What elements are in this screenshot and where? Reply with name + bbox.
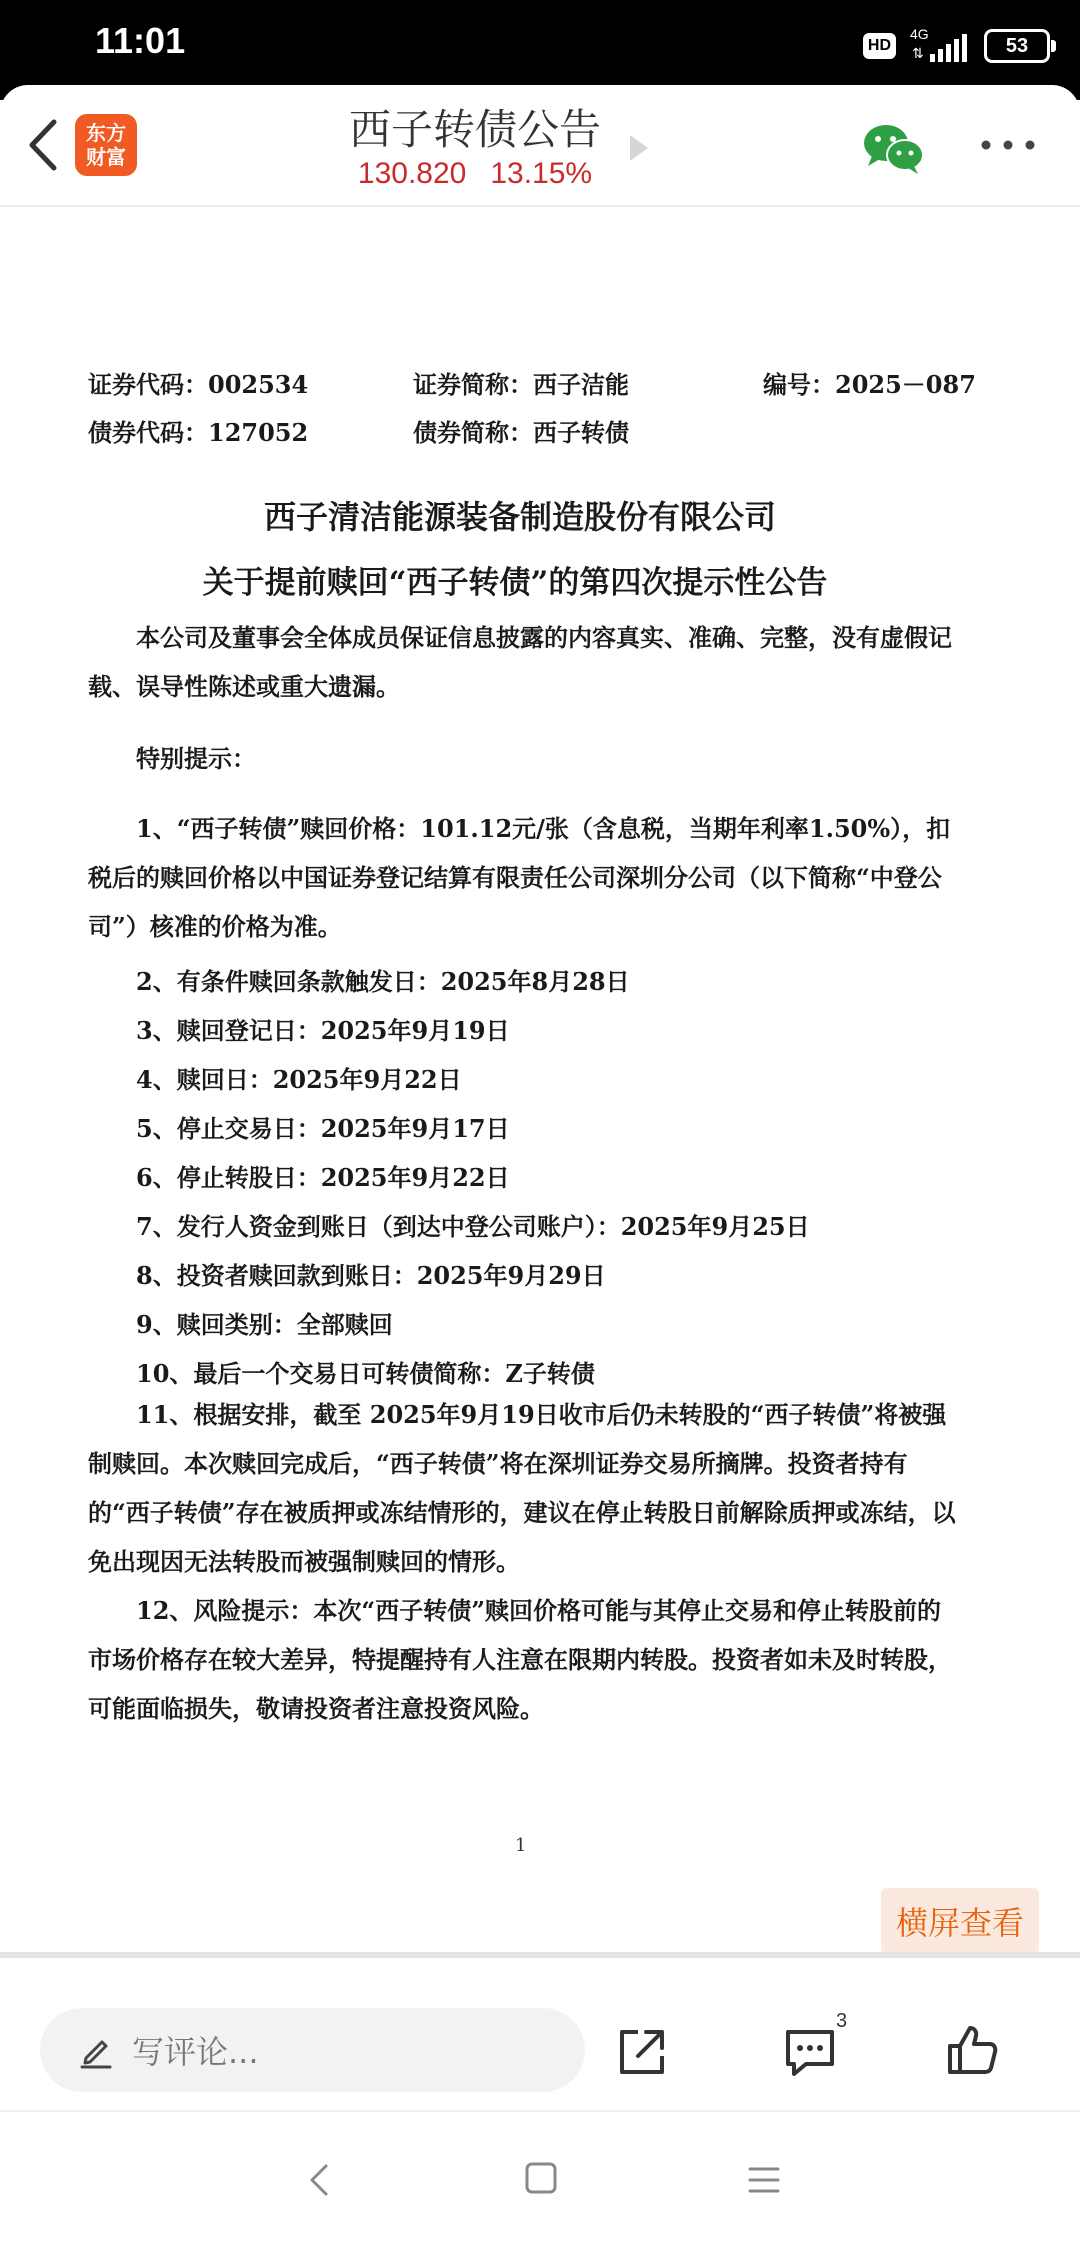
comment-icon[interactable] (782, 2026, 838, 2078)
notice-item-9: 9、赎回类别：全部赎回 (136, 1310, 393, 1339)
nav-back-icon[interactable] (300, 2160, 340, 2200)
notice-item-5: 5、停止交易日：2025年9月17日 (136, 1114, 510, 1143)
hd-icon: HD (863, 33, 896, 59)
comment-count: 3 (836, 2010, 848, 2032)
nav-home-icon[interactable] (523, 2160, 559, 2196)
data-arrows-icon: ⇅ (912, 46, 924, 62)
app-logo-line1: 东方 (86, 121, 126, 145)
special-notice-heading: 特别提示： (136, 744, 256, 773)
network-type: 4G (910, 26, 929, 42)
notice-item-11: 11、根据安排，截至 2025年9月19日收市后仍未转股的“西子转债”将被强制赎回。本次赎回完成后，“西子转债”将在深圳证券交易所摘牌。投资者持有的“西子转债”存在被质押或冻结情形的，建议在停止转股日前解除质押或冻结，以免出现因无法转股而被强制赎回的情形。 (88, 1400, 956, 1576)
company-name: 西子清洁能源装备制造股份有限公司 (263, 498, 776, 536)
announcement-title: 关于提前赎回“西子转债”的第四次提示性公告 (202, 565, 828, 601)
thumbs-up-icon[interactable] (944, 2022, 1000, 2078)
page-number: 1 (515, 1835, 527, 1856)
notice-item-6: 6、停止转股日：2025年9月22日 (136, 1163, 510, 1192)
back-arrow-icon[interactable] (18, 110, 68, 180)
play-triangle-icon[interactable] (628, 133, 650, 163)
share-icon[interactable] (614, 2024, 670, 2080)
security-code: 证券代码：002534 (88, 370, 309, 399)
wechat-share-icon[interactable] (862, 122, 924, 176)
landscape-view-button[interactable]: 横屏查看 (881, 1888, 1039, 1954)
bond-quote (340, 157, 610, 191)
notice-item-1: 1、“西子转债”赎回价格：101.12元/张（含息税，当期年利率1.50%），扣税后的赎回价格以中国证券登记结算有限责任公司深圳分公司（以下简称“中登公司”）核准的价格为准。 (88, 814, 951, 941)
security-name: 证券简称：西子洁能 (413, 370, 629, 399)
app-header (0, 85, 1080, 205)
more-options-icon[interactable] (978, 137, 1038, 153)
board-statement: 本公司及董事会全体成员保证信息披露的内容真实、准确、完整，没有虚假记载、误导性陈述或重大遗漏。 (88, 623, 952, 701)
notice-item-12: 12、风险提示：本次“西子转债”赎回价格可能与其停止交易和停止转股前的市场价格存在较大差异，特提醒持有人注意在限期内转股。投资者如未及时转股，可能面临损失，敬请投资者注意投资风险。 (88, 1596, 952, 1723)
comment-input[interactable] (40, 2008, 585, 2092)
notice-item-8: 8、投资者赎回款到账日：2025年9月29日 (136, 1261, 606, 1290)
status-icons (863, 26, 1050, 66)
app-logo[interactable] (75, 114, 137, 176)
bond-change-pct: 13.15% (490, 157, 593, 190)
notice-item-7: 7、发行人资金到账日（到达中登公司账户）：2025年9月25日 (136, 1212, 810, 1241)
bond-name: 债券简称：西子转债 (413, 418, 629, 447)
notice-item-2: 2、有条件赎回条款触发日：2025年8月28日 (136, 967, 630, 996)
status-time: 11:01 (95, 20, 186, 61)
signal-icon (910, 26, 970, 66)
announcement-document (0, 207, 1080, 1957)
content-separator (0, 1952, 1080, 1958)
notice-item-3: 3、赎回登记日：2025年9月19日 (136, 1016, 510, 1045)
page-title: 西子转债公告 (348, 105, 601, 154)
bond-price: 130.820 (357, 157, 467, 190)
battery-icon (984, 29, 1050, 63)
comment-placeholder: 写评论... (132, 2033, 259, 2071)
bottom-action-bar (0, 1986, 1080, 2112)
system-nav-bar (0, 2112, 1080, 2244)
nav-menu-icon[interactable] (746, 2164, 782, 2196)
pen-icon (76, 2030, 116, 2070)
app-logo-line2: 财富 (86, 145, 126, 169)
notice-item-4: 4、赎回日：2025年9月22日 (136, 1065, 462, 1094)
bond-code: 债券代码：127052 (88, 418, 309, 447)
notice-item-10: 10、最后一个交易日可转债简称：Z子转债 (136, 1359, 595, 1388)
battery-level: 53 (1005, 34, 1029, 57)
document-number: 编号：2025－087 (763, 370, 976, 399)
